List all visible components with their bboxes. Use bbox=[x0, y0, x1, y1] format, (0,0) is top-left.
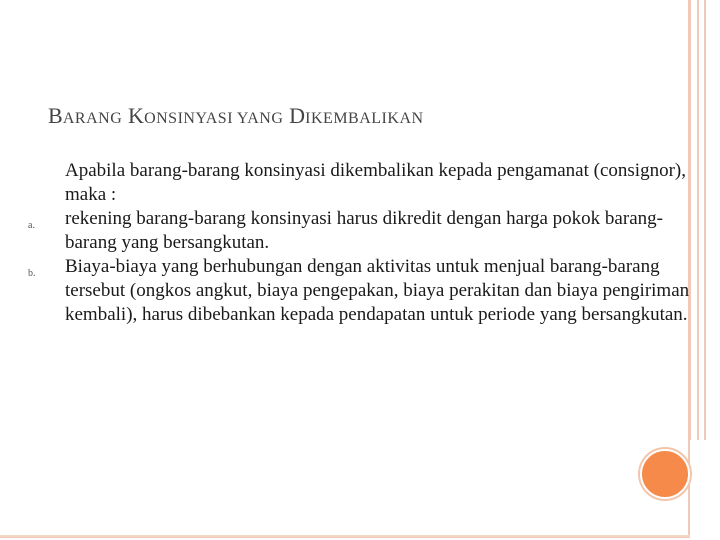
slide-body bbox=[28, 159, 698, 327]
title-big-letter: K bbox=[127, 103, 145, 128]
title-small-caps: IKEMBALIKAN bbox=[305, 110, 424, 127]
title-big-letter: D bbox=[289, 103, 306, 128]
list-item bbox=[28, 255, 698, 327]
intro-paragraph: Apabila barang-barang konsinyasi dikembalikan kepada pengamanat (consignor), maka : bbox=[65, 160, 686, 205]
list-item-text: rekening barang-barang konsinyasi harus dikredit dengan harga pokok barang-barang yang bersangkutan. bbox=[65, 208, 663, 253]
list-marker: a. bbox=[28, 220, 35, 231]
title-small-caps: ONSINYASI YANG bbox=[144, 110, 284, 127]
frame-bottom-line bbox=[0, 535, 690, 537]
title-small-caps: ARANG bbox=[62, 110, 123, 127]
decorative-circle bbox=[640, 449, 690, 499]
list-item bbox=[28, 207, 698, 255]
list-item-text: Biaya-biaya yang berhubungan dengan aktivitas untuk menjual barang-barang tersebut (ongkos angkut, biaya pengepakan, biaya perakitan dan biaya pengiriman kembali), harus dibebankan kepada pendapatan untuk periode yang bersangkutan. bbox=[65, 256, 690, 325]
title-big-letter: B bbox=[48, 103, 63, 128]
frame-line bbox=[704, 0, 706, 440]
slide-title bbox=[48, 103, 424, 129]
list-marker: b. bbox=[28, 268, 36, 279]
